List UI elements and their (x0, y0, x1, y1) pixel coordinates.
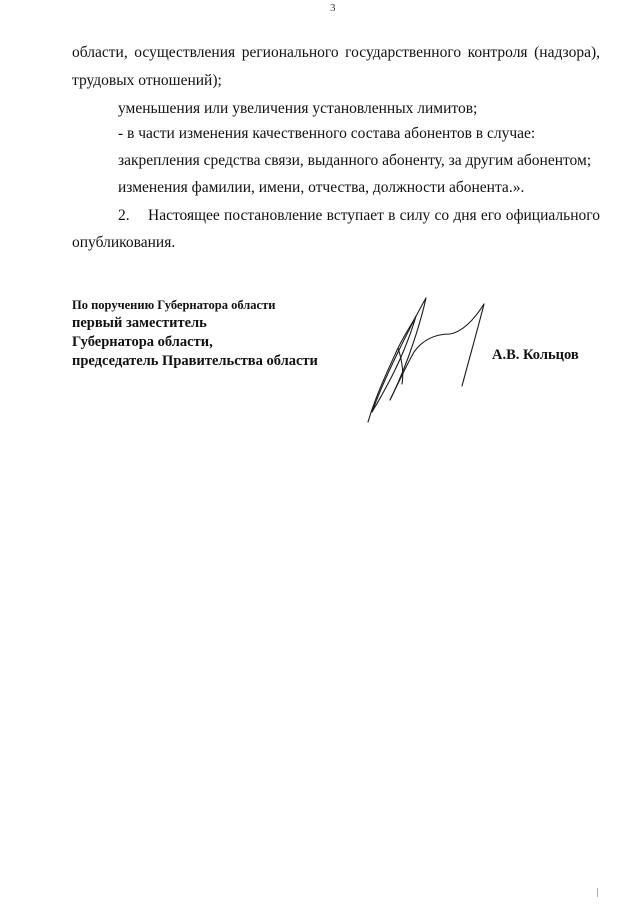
scan-edge-mark (597, 888, 598, 897)
paragraph-line: изменения фамилии, имени, отчества, должности абонента.». (118, 179, 525, 196)
signatory-authority: По поручению Губернатора области (72, 298, 276, 312)
paragraph-line: закрепления средства связи, выданного абоненту, за другим абонентом; (118, 152, 592, 169)
signatory-title-line: председатель Правительства области (72, 353, 318, 369)
numbered-paragraph (118, 202, 600, 230)
handwritten-signature (358, 290, 498, 430)
paragraph-line: трудовых отношений); (72, 72, 222, 89)
paragraph-line: уменьшения или увеличения установленных лимитов; (118, 100, 478, 117)
signatory-title-line: первый заместитель (72, 315, 207, 331)
signer-name: А.В. Кольцов (492, 347, 579, 363)
signature-block (72, 297, 318, 371)
item-text: Настоящее постановление вступает в силу со дня его официального (148, 207, 600, 224)
paragraph-line: опубликования. (72, 234, 176, 251)
item-number: 2. (118, 207, 130, 224)
paragraph-line: - в части изменения качественного состава абонентов в случае: (118, 125, 536, 142)
paragraph-line: области, осуществления регионального государственного контроля (надзора), (72, 44, 600, 61)
signatory-title-line: Губернатора области, (72, 334, 213, 350)
page-number: 3 (330, 2, 336, 14)
